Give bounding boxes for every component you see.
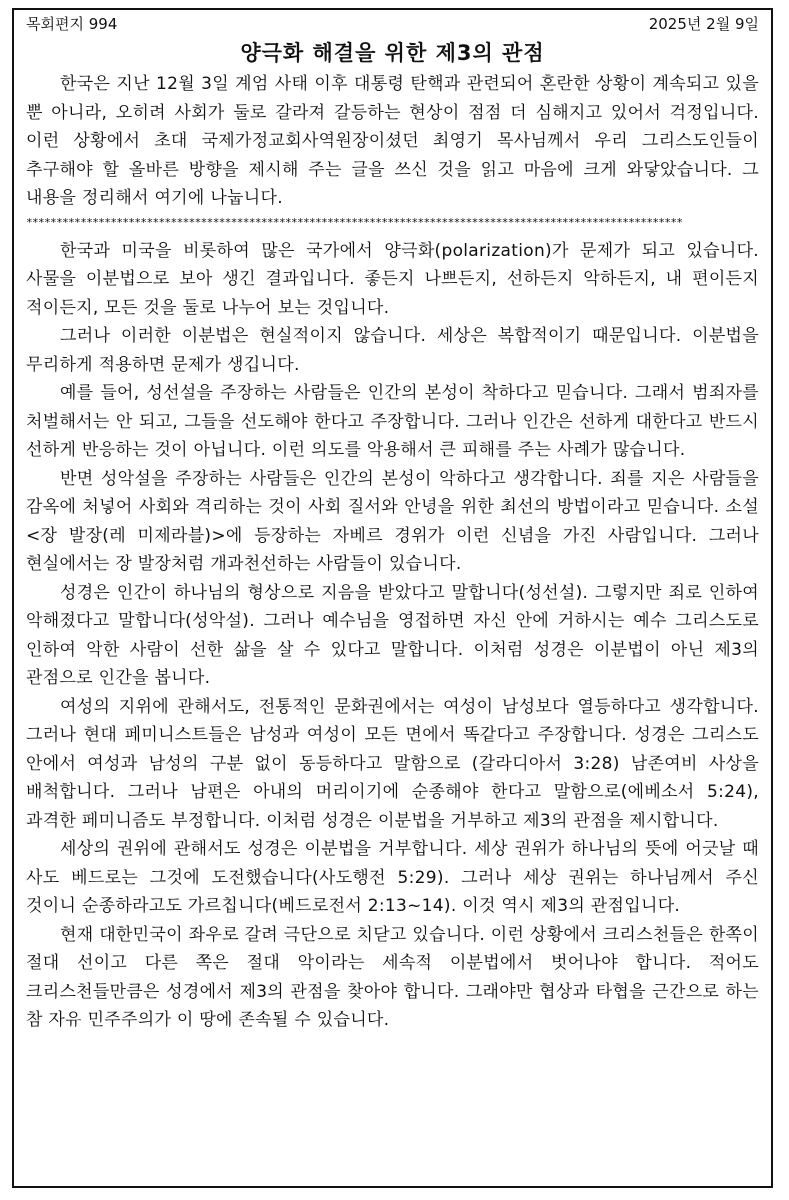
letter-header <box>26 14 759 34</box>
body-paragraph: 세상의 권위에 관해서도 성경은 이분법을 거부합니다. 세상 권위가 하나님의 뜻에 어긋날 때 사도 베드로는 그것에 도전했습니다(사도행전 5:29). 그러나 세상 권위는 하나님께서 주신 것이니 순종하라고도 가르칩니다(베드로전서 2:13~14). 이것 역시 제3의 관점입니다. <box>26 839 759 916</box>
body-paragraph: 현재 대한민국이 좌우로 갈려 극단으로 치닫고 있습니다. 이런 상황에서 크리스천들은 한쪽이 절대 선이고 다른 쪽은 절대 악이라는 세속적 이분법에서 벗어나야 합니다. 적어도 크리스천들만큼은 성경에서 제3의 관점을 찾아야 합니다. 그래야만 협상과 타협을 근간으로 하는 참 자유 민주주의가 이 땅에 존속될 수 있습니다. <box>26 924 759 1030</box>
body-paragraph: 반면 성악설을 주장하는 사람들은 인간의 본성이 악하다고 생각합니다. 죄를 지은 사람들을 감옥에 처넣어 사회와 격리하는 것이 사회 질서와 안녕을 위한 최선의 방법이라고 믿습니다. 소설 <장 발장(레 미제라블)>에 등장하는 자베르 경위가 이런 신념을 가진 사람입니다. 그러나 현실에서는 장 발장처럼 개과천선하는 사람들이 있습니다. <box>26 468 759 574</box>
letter-date: 2025년 2월 9일 <box>648 15 759 33</box>
issue-number: 목회편지 994 <box>26 15 118 33</box>
letter-page <box>12 8 773 1188</box>
body-paragraph: 성경은 인간이 하나님의 형상으로 지음을 받았다고 말합니다(성선설). 그렇지만 죄로 인하여 악해졌다고 말합니다(성악설). 그러나 예수님을 영접하면 자신 안에 거하시는 예수 그리스도로 인하여 악한 사람이 선한 삶을 살 수 있다고 말합니다. 이처럼 성경은 이분법이 아닌 제3의 관점으로 인간을 봅니다. <box>26 582 759 688</box>
letter-title: 양극화 해결을 위한 제3의 관점 <box>240 41 545 65</box>
body-paragraph: 여성의 지위에 관해서도, 전통적인 문화권에서는 여성이 남성보다 열등하다고 생각합니다. 그러나 현대 페미니스트들은 남성과 여성이 모든 면에서 똑같다고 주장합니다. 성경은 그리스도 안에서 여성과 남성의 구분 없이 동등하다고 말함으로 (갈라디아서 3:28) 남존여비 사상을 배척합니다. 그러나 남편은 아내의 머리이기에 순종해야 한다고 말함으로(에베소서 5:24), 과격한 페미니즘도 부정합니다. 이처럼 성경은 이분법을 거부하고 제3의 관점을 제시합니다. <box>26 696 759 831</box>
body-paragraph: 그러나 이러한 이분법은 현실적이지 않습니다. 세상은 복합적이기 때문입니다. 이분법을 무리하게 적용하면 문제가 생깁니다. <box>26 326 759 375</box>
letter-body <box>26 237 759 1035</box>
intro-paragraph: 한국은 지난 12월 3일 계엄 사태 이후 대통령 탄핵과 관련되어 혼란한 상황이 계속되고 있을 뿐 아니라, 오히려 사회가 둘로 갈라져 갈등하는 현상이 점점 더 심해지고 있어서 걱정입니다. 이런 상황에서 초대 국제가정교회사역원장이셨던 최영기 목사님께서 우리 그리스도인들이 추구해야 할 올바른 방향을 제시해 주는 글을 쓰신 것을 읽고 마음에 크게 와닿았습니다. 그 내용을 정리해서 여기에 나눕니다. <box>26 74 759 208</box>
body-paragraph: 한국과 미국을 비롯하여 많은 국가에서 양극화(polarization)가 문제가 되고 있습니다. 사물을 이분법으로 보아 생긴 결과입니다. 좋든지 나쁘든지, 선하든지 악하든지, 내 편이든지 적이든지, 모든 것을 둘로 나누어 보는 것입니다. <box>26 240 759 318</box>
body-paragraph: 예를 들어, 성선설을 주장하는 사람들은 인간의 본성이 착하다고 믿습니다. 그래서 범죄자를 처벌해서는 안 되고, 그들을 선도해야 한다고 주장합니다. 그러나 인간은 선하게 대한다고 반드시 선하게 반응하는 것이 아닙니다. 이런 의도를 악용해서 큰 피해를 주는 사례가 많습니다. <box>26 383 759 460</box>
asterisk-divider: ************************************************************************************************************* <box>26 215 683 229</box>
